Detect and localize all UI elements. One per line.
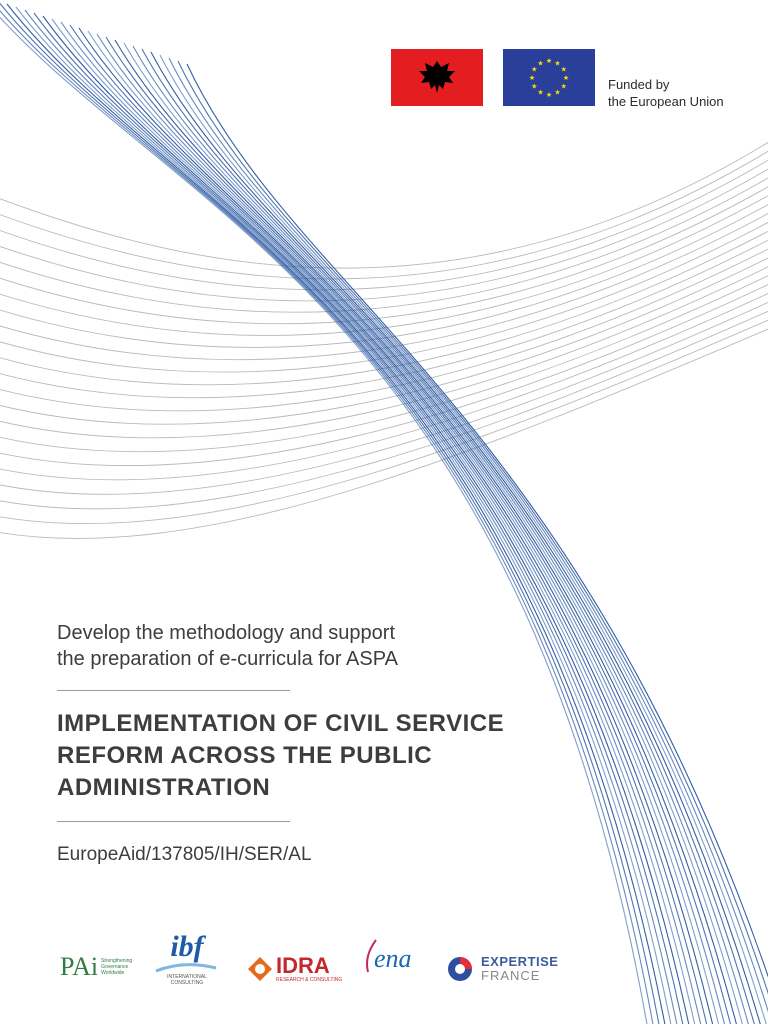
divider-bottom	[57, 821, 290, 822]
idra-text-block	[276, 955, 342, 983]
expertise-line-1: EXPERTISE	[481, 954, 559, 969]
grey-wave-line	[0, 135, 768, 268]
grey-wave-line	[0, 279, 768, 466]
eu-star-icon: ★	[560, 66, 567, 74]
grey-wave-line	[0, 162, 768, 301]
ibf-swoosh-icon	[154, 962, 218, 974]
grey-wave-line	[0, 144, 768, 279]
blue-wave-line	[25, 10, 678, 1024]
eu-star-icon: ★	[531, 66, 538, 74]
blue-wave-line	[52, 19, 696, 1024]
blue-wave-line	[70, 25, 708, 1024]
expertise-france-logo	[446, 946, 558, 992]
eu-star-icon: ★	[554, 60, 561, 68]
blue-wave-line	[178, 61, 768, 1024]
pai-tagline-1: Strengthening	[101, 958, 133, 964]
eu-stars-icon	[503, 49, 595, 106]
idra-logo	[247, 946, 342, 992]
divider-top	[57, 690, 290, 691]
document-subtitle	[57, 620, 517, 672]
grey-wave-line	[0, 180, 768, 324]
blue-wave-line	[115, 40, 738, 1024]
eu-star-icon: ★	[545, 92, 553, 99]
subtitle-line-1: Develop the methodology and support	[57, 622, 396, 644]
blue-wave-line	[0, 1, 660, 1024]
double-headed-eagle-icon	[391, 49, 483, 106]
eu-star-icon: ★	[562, 75, 570, 82]
eu-star-icon: ★	[528, 75, 536, 82]
expertise-france-text	[481, 955, 558, 983]
subtitle-line-2: the preparation of e-curricula for ASPA	[57, 648, 398, 670]
funded-by-eu-label	[608, 76, 724, 110]
ena-logo-text: ena	[374, 944, 412, 973]
eu-star-icon: ★	[537, 60, 544, 68]
expertise-line-2: FRANCE	[481, 968, 541, 983]
blue-wave-line	[34, 13, 684, 1024]
eu-star-icon: ★	[560, 83, 567, 91]
idra-logo-text: IDRA	[276, 953, 330, 978]
funded-line-2: the European Union	[608, 94, 724, 109]
eu-star-icon: ★	[545, 58, 553, 65]
ibf-tagline-1: INTERNATIONAL	[167, 974, 207, 980]
albania-flag	[391, 49, 483, 106]
title-line-2: REFORM ACROSS THE PUBLIC	[57, 742, 433, 769]
pai-tagline	[101, 958, 132, 976]
ibf-tagline	[154, 974, 220, 986]
eu-star-icon: ★	[531, 83, 538, 91]
funded-line-1: Funded by	[608, 77, 670, 92]
grey-wave-line	[0, 198, 768, 347]
ibf-logo	[154, 930, 220, 986]
blue-wave-line	[61, 22, 702, 1024]
eu-star-icon: ★	[554, 89, 561, 97]
pai-tagline-2: Governance	[101, 964, 129, 970]
blue-wave-line	[43, 16, 690, 1024]
document-title	[57, 708, 577, 804]
ibf-logo-text: ibf	[170, 930, 204, 963]
title-line-1: IMPLEMENTATION OF CIVIL SERVICE	[57, 710, 505, 737]
pai-logo	[60, 944, 132, 990]
blue-wave-line	[16, 7, 672, 1024]
grey-wave-line	[0, 171, 768, 312]
title-line-3: ADMINISTRATION	[57, 774, 271, 801]
pai-tagline-3: Worldwide	[101, 970, 125, 976]
idra-tagline: RESEARCH & CONSULTING	[276, 977, 343, 983]
blue-wave-line	[79, 28, 714, 1024]
idra-diamond-icon	[247, 956, 273, 982]
ibf-tagline-2: CONSULTING	[170, 980, 204, 986]
expertise-france-emblem-icon	[446, 955, 474, 983]
eu-flag	[503, 49, 595, 106]
reference-number: EuropeAid/137805/IH/SER/AL	[57, 844, 312, 865]
pai-logo-text: PAi	[60, 952, 99, 981]
blue-wave-line	[7, 4, 666, 1024]
eu-star-icon: ★	[537, 89, 544, 97]
